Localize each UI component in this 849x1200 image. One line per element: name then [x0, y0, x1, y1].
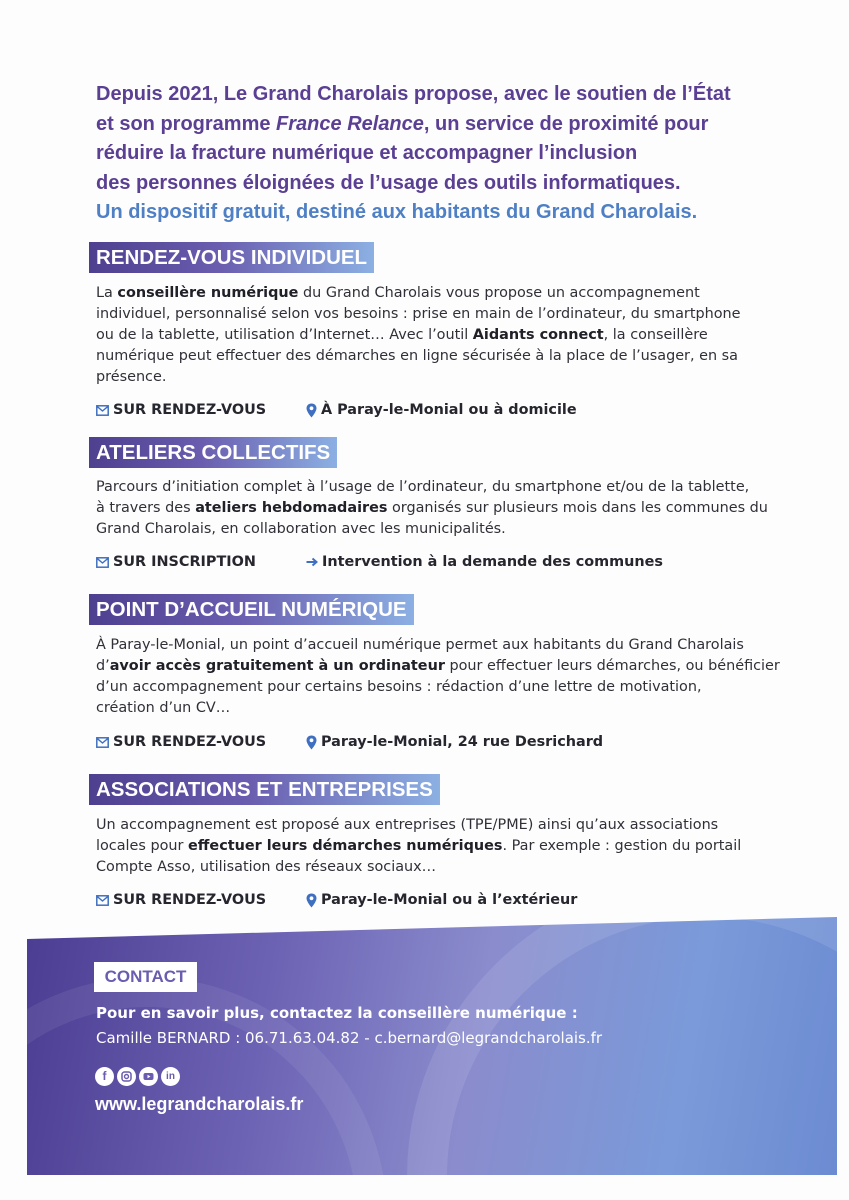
- arrow-right-icon: [306, 557, 318, 567]
- location-pin-icon: [306, 893, 317, 908]
- contact-details[interactable]: Camille BERNARD : 06.71.63.04.82 - c.bernard@legrandcharolais.fr: [96, 1029, 603, 1047]
- program-name: France Relance: [276, 112, 424, 135]
- intro-text: [96, 80, 796, 228]
- contact-badge: CONTACT: [94, 962, 197, 992]
- tag-location: Paray-le-Monial, 24 rue Desrichard: [306, 732, 603, 752]
- section-title-associations: ASSOCIATIONS ET ENTREPRISES: [89, 774, 440, 805]
- intro-line-2: et son programme France Relance, un service de proximité pour: [96, 112, 709, 135]
- intro-line-5: Un dispositif gratuit, destiné aux habitants du Grand Charolais.: [96, 201, 698, 223]
- location-pin-icon: [306, 403, 317, 418]
- envelope-icon: [96, 737, 109, 748]
- tag-appointment: SUR RENDEZ-VOUS: [96, 732, 266, 752]
- tag-location: À Paray-le-Monial ou à domicile: [306, 400, 577, 420]
- intro-line-3: réduire la fracture numérique et accompagner l’inclusion: [96, 142, 638, 164]
- tag-registration: SUR INSCRIPTION: [96, 552, 256, 572]
- section-text-rendez-vous: La conseillère numérique du Grand Charolais vous propose un accompagnement individuel, personnalisé selon vos besoins : prise en main de l’ordinateur, du smartphone ou de la tablette, utilisation d’Internet… Avec l’outil Aidants connect, la conseillère numérique peut effectuer des démarches en ligne sécurisée à la place de l’usager, en sa présence.: [96, 285, 741, 385]
- instagram-icon[interactable]: [117, 1067, 136, 1086]
- contact-intro: Pour en savoir plus, contactez la conseillère numérique :: [96, 1004, 578, 1022]
- envelope-icon: [96, 895, 109, 906]
- website-link[interactable]: www.legrandcharolais.fr: [95, 1094, 304, 1114]
- location-pin-icon: [306, 735, 317, 750]
- intro-line-4: des personnes éloignées de l’usage des outils informatiques.: [96, 171, 681, 194]
- youtube-icon[interactable]: [139, 1067, 158, 1086]
- linkedin-icon[interactable]: in: [161, 1067, 180, 1086]
- tag-location: Paray-le-Monial ou à l’extérieur: [306, 890, 577, 910]
- section-title-point-accueil: POINT D’ACCUEIL NUMÉRIQUE: [89, 594, 414, 625]
- tag-appointment: SUR RENDEZ-VOUS: [96, 890, 266, 910]
- section-text-point-accueil: À Paray-le-Monial, un point d’accueil numérique permet aux habitants du Grand Charolais d’avoir accès gratuitement à un ordinateur pour effectuer leurs démarches, ou bénéficier d’un accompagnement pour certains besoins : rédaction d’une lettre de motivation, création d’un CV…: [96, 637, 780, 716]
- facebook-icon[interactable]: f: [95, 1067, 114, 1086]
- section-title-rendez-vous: RENDEZ-VOUS INDIVIDUEL: [89, 242, 374, 273]
- envelope-icon: [96, 557, 109, 568]
- intro-line-1: Depuis 2021, Le Grand Charolais propose, avec le soutien de l’État: [96, 83, 731, 105]
- section-text-associations: Un accompagnement est proposé aux entreprises (TPE/PME) ainsi qu’aux associations locales pour effectuer leurs démarches numériques. Par exemple : gestion du portail Compte Asso, utilisation des réseaux sociaux…: [96, 817, 742, 875]
- tag-appointment: SUR RENDEZ-VOUS: [96, 400, 266, 420]
- section-title-ateliers: ATELIERS COLLECTIFS: [89, 437, 337, 468]
- envelope-icon: [96, 405, 109, 416]
- tag-intervention: Intervention à la demande des communes: [306, 552, 663, 572]
- section-text-ateliers: Parcours d’initiation complet à l’usage de l’ordinateur, du smartphone et/ou de la tablette, à travers des ateliers hebdomadaires organisés sur plusieurs mois dans les communes du Grand Charolais, en collaboration avec les municipalités.: [96, 479, 768, 537]
- social-links: [95, 1067, 180, 1086]
